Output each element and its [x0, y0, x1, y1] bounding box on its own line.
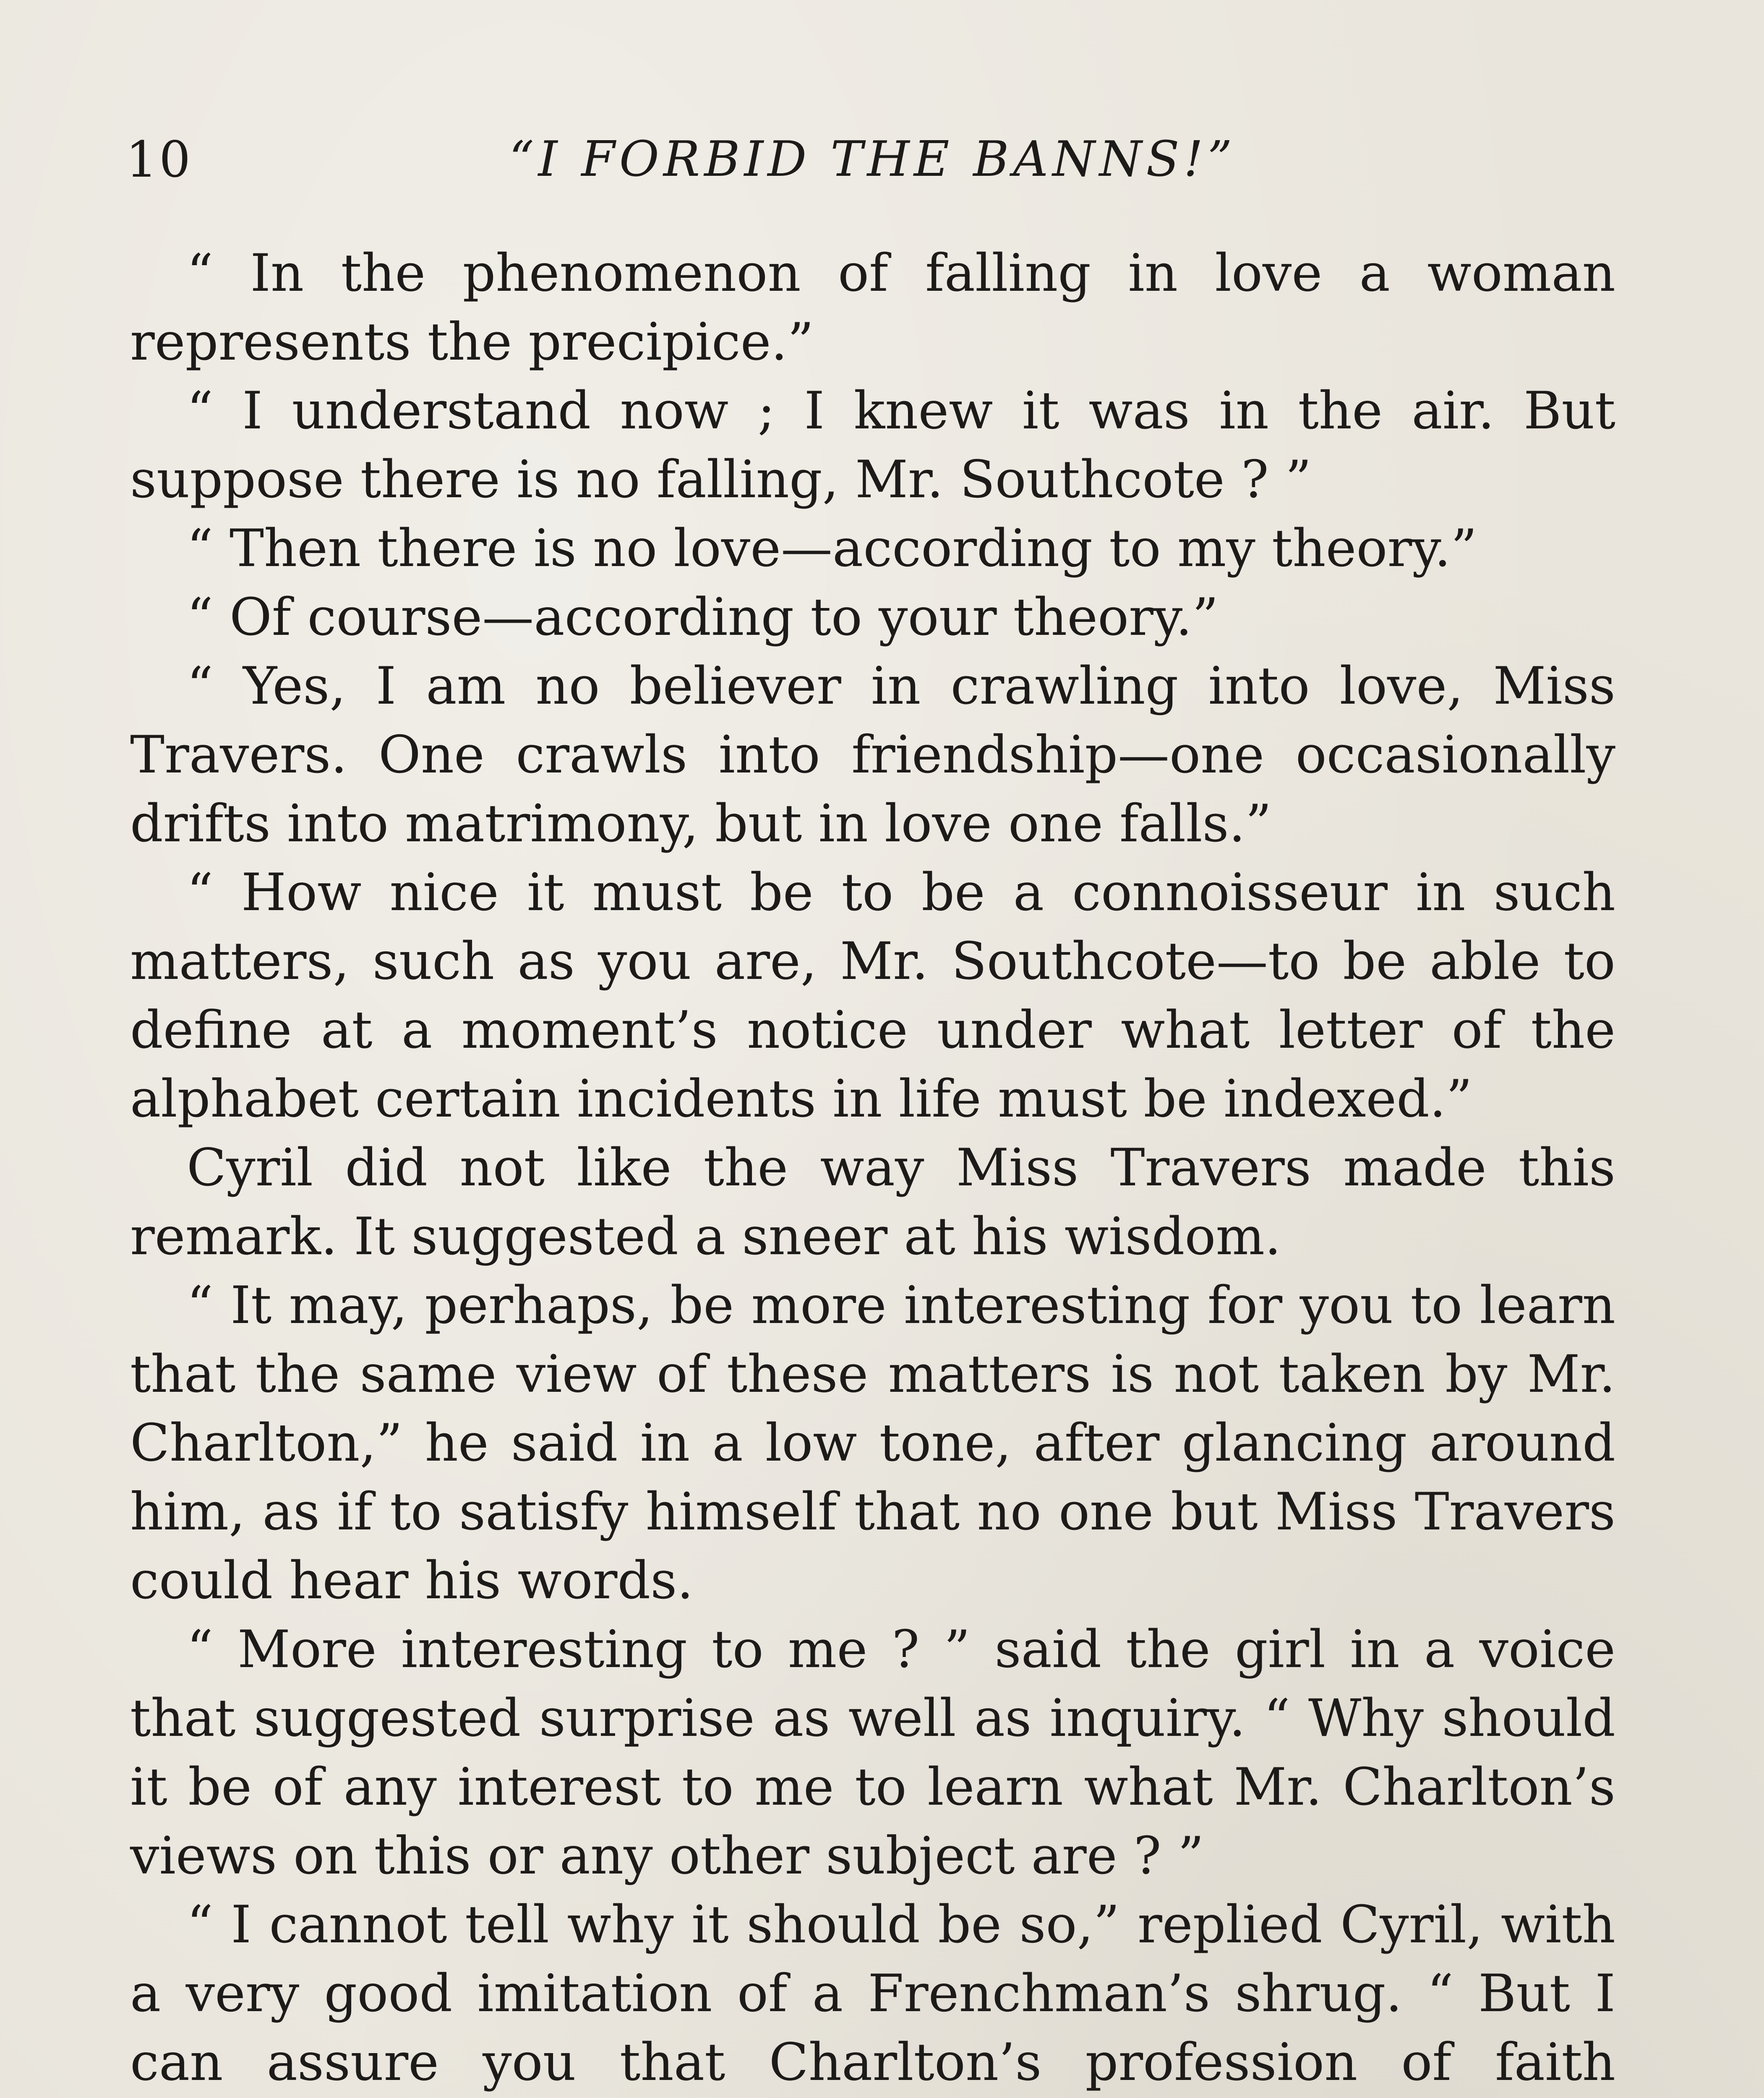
paragraph: “ Then there is no love—according to my theory.” — [187, 519, 1477, 579]
page-number: 10 — [126, 130, 193, 188]
paragraph: “ Yes, I am no believer in crawling into love, Miss Travers. One crawls into friendship—one occasionally drifts into matrimony, but in love one falls.” — [130, 656, 1615, 854]
paragraph: “ How nice it must be to be a connoisseur in such matters, such as you are, Mr. Southcote—to be able to define at a moment’s notice under what letter of the alphabet certain incidents in life must be indexed.” — [130, 863, 1615, 1129]
paragraph: “ It may, perhaps, be more interesting for you to learn that the same view of these matters is not taken by Mr. Charlton,” he said in a low tone, after glancing around him, as if to satisfy himself that no one but Miss Travers could hear his words. — [130, 1276, 1615, 1611]
paragraph: “ I understand now ; I knew it was in the air. But suppose there is no falling, Mr. Southcote ? ” — [130, 381, 1615, 510]
paragraph: “ More interesting to me ? ” said the girl in a voice that suggested surprise as well as inquiry. “ Why should it be of any interest to me to learn what Mr. Charlton’s views on this or any other subject are ? ” — [130, 1620, 1615, 1886]
body-text — [130, 239, 1615, 2098]
running-head — [126, 126, 1620, 193]
paragraph: “ Of course—according to your theory.” — [187, 587, 1219, 647]
paragraph: “ I cannot tell why it should be so,” replied Cyril, with a very good imitation of a Frenchman’s shrug. “ But I can assure you that Charlton’s profession of faith — [130, 1895, 1615, 2093]
paragraph: Cyril did not like the way Miss Travers made this remark. It suggested a sneer at his wisdom. — [130, 1138, 1615, 1267]
running-title: “I FORBID THE BANNS!” — [509, 131, 1237, 188]
paragraph: “ In the phenomenon of falling in love a woman represents the precipice.” — [130, 243, 1615, 372]
